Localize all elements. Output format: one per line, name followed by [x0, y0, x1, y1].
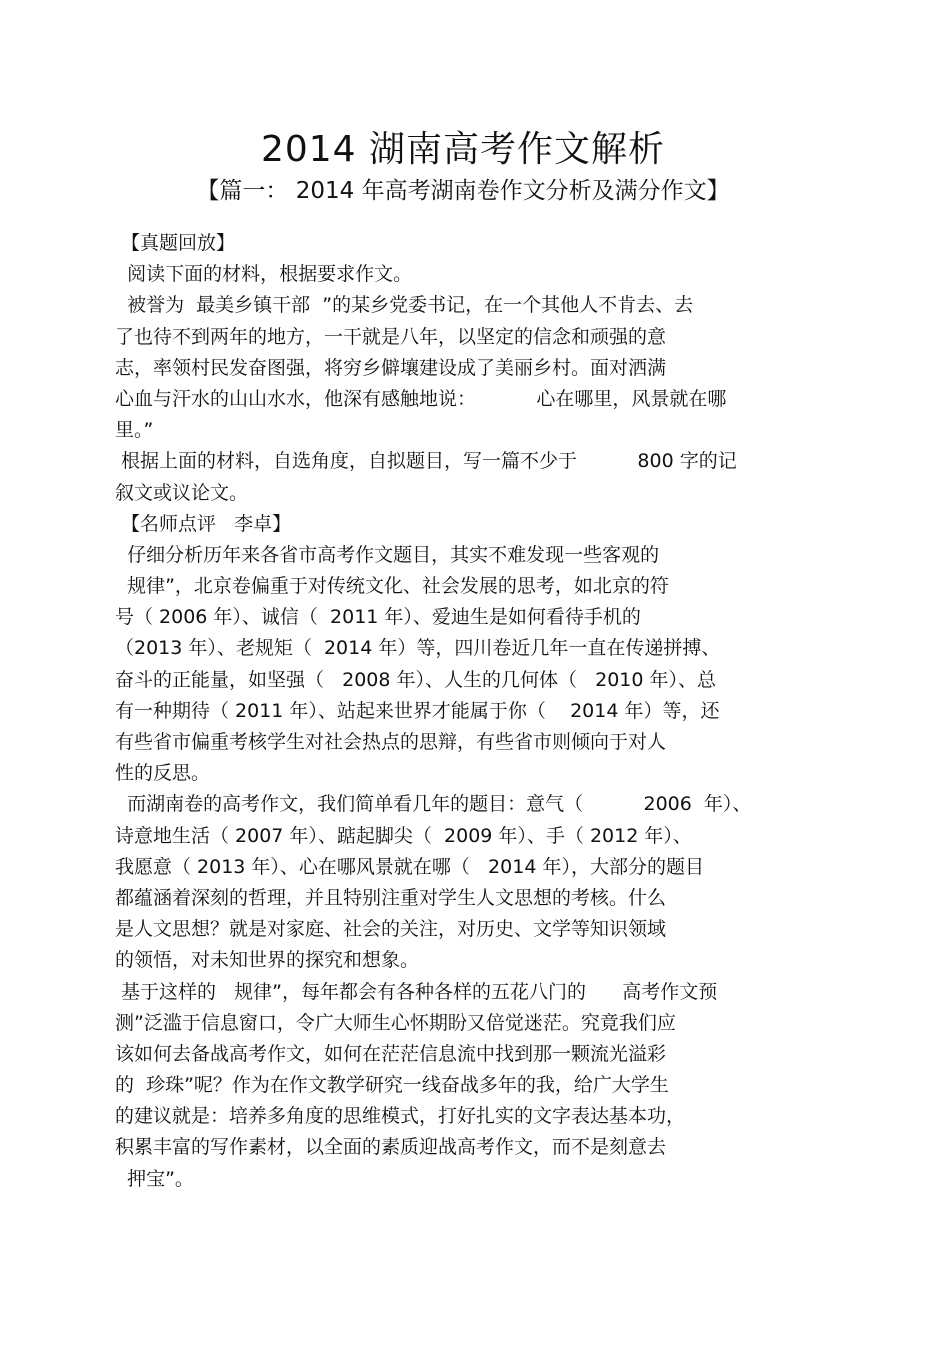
- text-line: 仔细分析历年来各省市高考作文题目，其实不难发现一些客观的: [115, 543, 660, 566]
- text-line: 测”泛滥于信息窗口，令广大师生心怀期盼又倍觉迷茫。究竟我们应: [115, 1011, 676, 1034]
- text-line: 心血与汗水的山山水水，他深有感触地说： 心在哪里，风景就在哪: [115, 387, 727, 410]
- text-line: 的领悟，对未知世界的探究和想象。: [115, 949, 420, 972]
- text-line: 叙文或议论文。: [115, 481, 249, 504]
- text-line: 而湖南卷的高考作文，我们简单看几年的题目：意气（ 2006 年）、: [115, 793, 752, 816]
- text-line: 了也待不到两年的地方，一干就是八年，以坚定的信念和顽强的意: [115, 325, 667, 348]
- text-line: 【名师点评 李卓】: [115, 512, 292, 535]
- text-line: 是人文思想？就是对家庭、社会的关注，对历史、文学等知识领域: [115, 918, 667, 941]
- text-line: 诗意地生活（ 2007 年）、踮起脚尖（ 2009 年）、手（ 2012 年）、: [115, 824, 692, 847]
- text-line: 有一种期待（ 2011 年）、站起来世界才能属于你（ 2014 年）等，还: [115, 699, 720, 722]
- text-line: 有些省市偏重考核学生对社会热点的思辩，有些省市则倾向于对人: [115, 731, 667, 753]
- text-line: 押宝”。: [115, 1167, 194, 1190]
- text-line: 被誉为 最美乡镇干部 ”的某乡党委书记，在一个其他人不肯去、去: [115, 294, 694, 317]
- document-subtitle: 【篇一： 2014 年高考湖南卷作文分析及满分作文】: [196, 178, 730, 204]
- text-line: 的 珍珠”呢？作为在作文教学研究一线奋战多年的我，给广大学生: [115, 1074, 669, 1097]
- text-line: 规律”，北京卷偏重于对传统文化、社会发展的思考，如北京的符: [115, 575, 669, 598]
- text-line: 积累丰富的写作素材，以全面的素质迎战高考作文，而不是刻意去: [115, 1136, 667, 1159]
- text-line: 该如何去备战高考作文，如何在茫茫信息流中找到那一颗流光溢彩: [115, 1042, 667, 1065]
- text-line: 阅读下面的材料，根据要求作文。: [115, 263, 413, 286]
- text-line: 我愿意（ 2013 年）、心在哪风景就在哪（ 2014 年），大部分的题目: [115, 855, 704, 878]
- text-line: 都蕴涵着深刻的哲理，并且特别注重对学生人文思想的考核。什么: [115, 886, 667, 909]
- text-line: 基于这样的 规律”，每年都会有各种各样的五花八门的 高考作文预: [115, 980, 718, 1003]
- text-line: 根据上面的材料，自选角度，自拟题目，写一篇不少于 800 字的记: [115, 450, 737, 473]
- text-line: （2013 年）、老规矩（ 2014 年）等，四川卷近几年一直在传递拼搏、: [115, 637, 721, 660]
- text-line: 奋斗的正能量，如坚强（ 2008 年）、人生的几何体（ 2010 年）、总: [115, 668, 717, 691]
- text-line: 【真题回放】: [115, 232, 236, 254]
- document-title: 2014 湖南高考作文解析: [260, 129, 666, 170]
- text-line: 志，率领村民发奋图强，将穷乡僻壤建设成了美丽乡村。面对洒满: [115, 356, 667, 379]
- text-line: 号（ 2006 年）、诚信（ 2011 年）、爱迪生是如何看待手机的: [115, 606, 641, 629]
- document-body: [115, 228, 835, 1195]
- text-line: 性的反思。: [115, 762, 211, 785]
- text-line: 里。”: [115, 419, 154, 442]
- text-line: 的建议就是：培养多角度的思维模式，打好扎实的文字表达基本功，: [115, 1105, 686, 1128]
